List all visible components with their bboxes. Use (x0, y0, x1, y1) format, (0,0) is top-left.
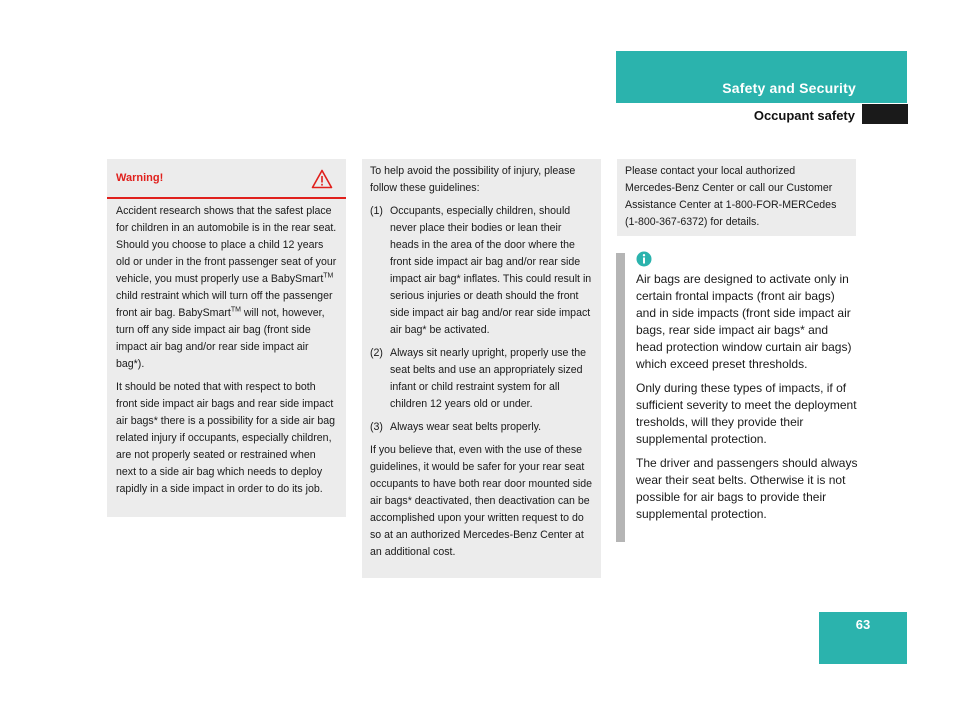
guidelines-box (362, 159, 601, 578)
note-paragraph: Only during these types of impacts, if of sufficient severity to meet the deployment tresholds, will they provide their supplemental protection. (636, 381, 857, 446)
warning-paragraph: It should be noted that with respect to both front side impact air bags and rear side impact air bags* there is a possibility for a side air bag related injury if occupants, especially children, are not properly seated or restrained when next to a side air bag which needs to deploy rapidly in a side impact in order to do its job. (116, 381, 336, 495)
info-note (616, 253, 861, 542)
note-sidebar (616, 253, 625, 542)
warning-header (107, 159, 346, 199)
section-title: Safety and Security (722, 80, 856, 96)
list-item-number: (2) (370, 347, 383, 359)
list-item (370, 345, 593, 413)
section-header-bar (616, 51, 907, 103)
page-number-box (819, 612, 907, 664)
info-icon (636, 251, 652, 267)
contact-box (617, 159, 856, 236)
list-item-text: Always sit nearly upright, properly use the seat belts and use an appropriately sized infant or child restraint system for all children 12 years old or under. (390, 347, 587, 410)
guidelines-outro: If you believe that, even with the use of these guidelines, it would be safer for your rear seat occupants to have both rear door mounted side air bags* deactivated, then deactivation can be accomplished upon your written request to do so at an authorized Mercedes-Benz Center at an additional cost. (370, 444, 593, 558)
warning-box (107, 159, 346, 517)
subsection-title: Occupant safety (753, 108, 855, 123)
list-item (370, 419, 593, 436)
page-number: 63 (855, 617, 871, 632)
guidelines-intro: To help avoid the possibility of injury, please follow these guidelines: (370, 165, 576, 194)
list-item-number: (3) (370, 421, 383, 433)
warning-triangle-icon (311, 169, 333, 189)
warning-title: Warning! (116, 172, 164, 184)
warning-paragraph: Accident research shows that the safest place for children in an automobile is in the rear seat. Should you choose to place a child 12 years old or under in the front passenger seat of your vehicle, you must properly use a BabySmart™ child restraint which will turn off the passenger front air bag. BabySmart™ will not, however, turn off any side impact air bag (front side impact air bag and/or rear side impact air bag*). (116, 205, 337, 370)
section-tab-marker (862, 104, 908, 124)
note-paragraph: The driver and passengers should always wear their seat belts. Otherwise it is not possible for air bags to provide their supplemental protection. (636, 456, 858, 521)
list-item-text: Occupants, especially children, should never place their bodies or lean their heads in the area of the door where the front side impact air bag and/or rear side impact air bag* inflates. This could result in serious injuries or death should the front side impact air bag and/or rear side impact air bag* be activated. (390, 205, 592, 336)
list-item-text: Always wear seat belts properly. (390, 421, 542, 433)
contact-text: Please contact your local authorized Mercedes-Benz Center or call our Customer Assistance Center at 1-800-FOR-MERCedes (1-800-367-6372) for details. (625, 165, 837, 228)
list-item (370, 203, 593, 339)
list-item-number: (1) (370, 205, 383, 217)
note-paragraph: Air bags are designed to activate only in certain frontal impacts (front air bags) and in side impacts (front side impact air bags, rear side impact air bags* and head protection window curtain air bags) which exceed preset thresholds. (636, 272, 852, 371)
